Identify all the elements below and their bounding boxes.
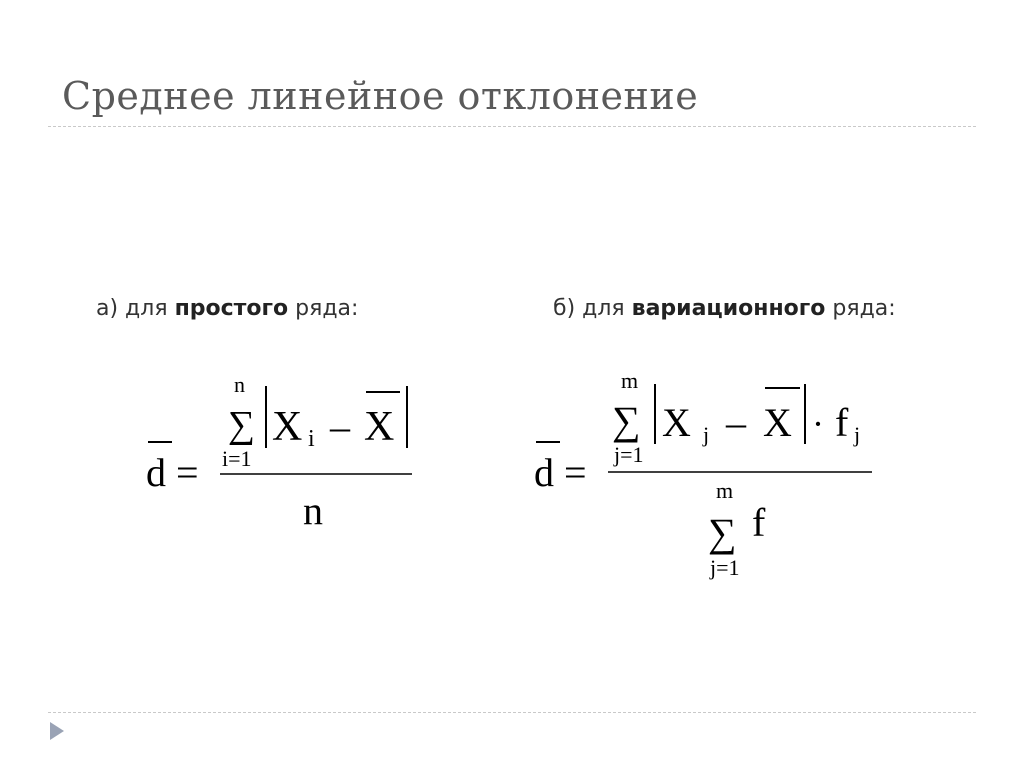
x-mean-weighted: X xyxy=(763,400,792,445)
x-index-simple: i xyxy=(308,426,315,452)
dot-weighted: · xyxy=(812,404,824,444)
den-sigma-weighted: ∑ xyxy=(708,510,737,555)
caption-variation-bold: вариационного xyxy=(631,296,826,321)
f-index-weighted: j xyxy=(854,422,861,447)
footer-divider xyxy=(48,712,976,713)
d-symbol-simple: d xyxy=(146,450,166,495)
sum-upper-limit-weighted: m xyxy=(621,368,639,393)
sigma-weighted: ∑ xyxy=(612,398,641,443)
sum-upper-limit-simple: n xyxy=(234,372,245,397)
caption-simple-bold: простого xyxy=(174,296,289,321)
x-index-weighted: j xyxy=(703,422,710,447)
formula-weighted xyxy=(534,368,872,580)
f-weighted: f xyxy=(835,400,849,445)
d-symbol-weighted: d xyxy=(534,450,554,495)
slide-title: Среднее линейное отклонение xyxy=(62,74,699,118)
sum-lower-limit-weighted: j=1 xyxy=(614,442,644,467)
den-sum-lower-limit: j=1 xyxy=(710,555,740,580)
sigma-simple: ∑ xyxy=(228,404,256,446)
minus-simple: – xyxy=(330,404,350,449)
equals-sign-weighted: = xyxy=(564,450,587,495)
minus-weighted: – xyxy=(726,400,746,445)
equals-sign-simple: = xyxy=(176,450,199,495)
caption-simple-suffix: ряда: xyxy=(288,296,359,321)
caption-variation-prefix: б) для xyxy=(553,296,632,321)
sum-lower-limit-simple: i=1 xyxy=(222,446,252,471)
den-f-weighted: f xyxy=(752,500,766,545)
x-mean-simple: X xyxy=(364,404,395,450)
caption-variation-suffix: ряда: xyxy=(825,296,896,321)
den-sum-upper-limit: m xyxy=(716,478,734,503)
x-weighted: X xyxy=(662,400,691,445)
caption-simple-prefix: а) для xyxy=(96,296,175,321)
x-simple: X xyxy=(272,404,303,450)
triangle-right-icon[interactable] xyxy=(50,722,64,740)
denominator-simple: n xyxy=(303,488,323,533)
formula-simple xyxy=(146,372,412,533)
